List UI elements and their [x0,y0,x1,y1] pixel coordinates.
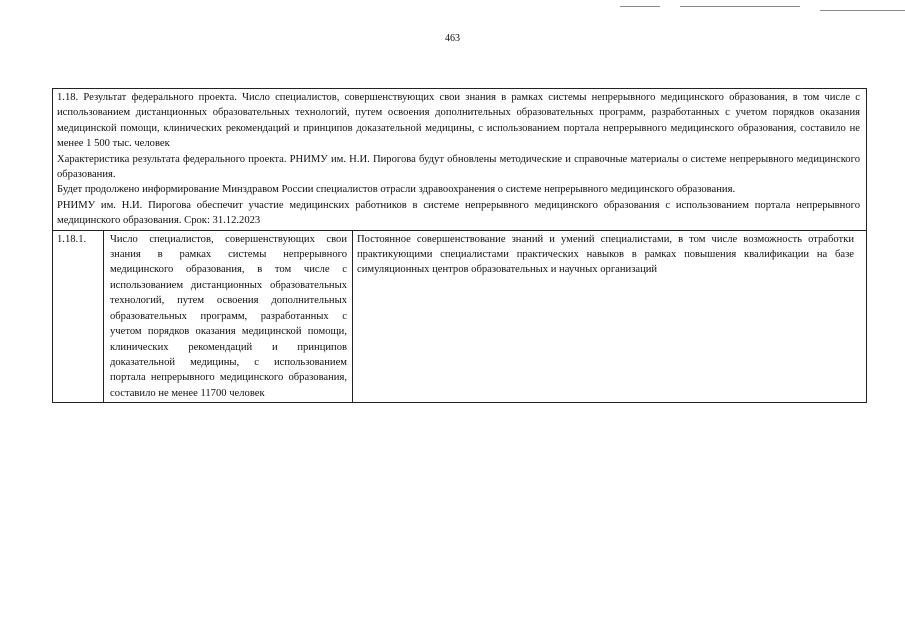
result-characteristic: Характеристика результата федерального проекта. РНИМУ им. Н.И. Пирогова будут обновлены методические и справочные материалы о системе непрерывного медицинского образования. [57,153,860,181]
subitem-number: 1.18.1. [53,231,104,402]
scan-artifact-line [820,10,905,11]
result-information: Будет продолжено информирование Минздравом России специалистов отрасли здравоохранения о системе непрерывного медицинского образования. [57,184,736,196]
subitem-description: Постоянное совершенствование знаний и умений специалистами, в том числе возможность отработки практикующими специалистами практических навыков в рамках повышения квалификации на базе симуляционных центров образовательных и научных организаций [357,233,854,276]
project-result-table [52,88,867,403]
result-header-cell [53,89,866,231]
result-title: 1.18. Результат федерального проекта. Число специалистов, совершенствующих свои знания в рамках системы непрерывного медицинского образования, в том числе с использованием дистанционных образовательных технологий, путем освоения дополнительных образовательных программ, разработанных с учетом порядков оказания медицинской помощи, клинических рекомендаций и принципов доказательной медицины, с использованием портала непрерывного медицинского образования, составило не менее 1 500 тыс. человек [57,92,860,150]
scan-artifact-line [620,6,660,7]
result-participation: РНИМУ им. Н.И. Пирогова обеспечит участие медицинских работников в системе непрерывного медицинского образования с использованием портала непрерывного медицинского образования. Срок: 31.12.2023 [57,199,860,227]
scan-artifact-line [680,6,800,7]
subitem-indicator: Число специалистов, совершенствующих свои знания в рамках системы непрерывного медицинского образования, в том числе с использованием дистанционных образовательных технологий, путем освоения дополнительных образовательных программ, разработанных с учетом порядков оказания медицинской помощи, клинических рекомендаций и принципов доказательной медицины, с использованием портала непрерывного медицинского образования, составило не менее 11700 человек [104,231,353,402]
table-row [53,231,866,402]
page-number: 463 [445,33,460,44]
